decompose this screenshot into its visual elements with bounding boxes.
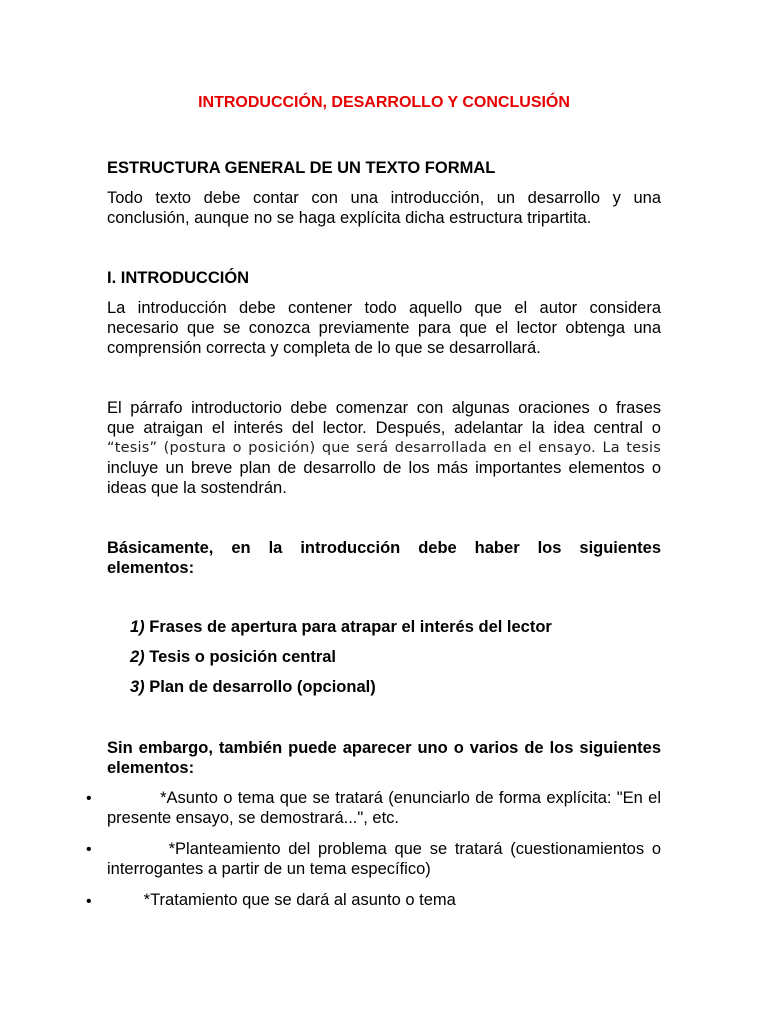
bullet-icon: •: [86, 841, 92, 858]
list-item-text: Tesis o posición central: [144, 648, 337, 666]
list-item-text: Frases de apertura para atrapar el interés del lector: [144, 618, 552, 636]
paragraph-introduction-1: [107, 298, 661, 358]
paragraph-structure: [107, 188, 661, 228]
paragraph-line: elementos:: [107, 759, 195, 777]
paragraph-however: [107, 738, 661, 778]
list-number: 2): [130, 648, 145, 666]
paragraph-line: que atraigan el interés del lector. Después, adelantar la idea central o: [107, 419, 661, 437]
bullet-icon: •: [86, 893, 92, 910]
list-item-text: Plan de desarrollo (opcional): [144, 678, 376, 696]
bullet-line: *Planteamiento del problema que se tratará (cuestionamientos o: [107, 840, 661, 858]
document-title: INTRODUCCIÓN, DESARROLLO Y CONCLUSIÓN: [198, 94, 570, 111]
section-heading-structure: ESTRUCTURA GENERAL DE UN TEXTO FORMAL: [107, 159, 496, 177]
list-item-thesis: [130, 647, 336, 667]
paragraph-line-thesis: “tesis” (postura o posición) que será desarrollada en el ensayo. La tesis: [107, 440, 661, 456]
bullet-item-problem: [107, 839, 661, 879]
paragraph-line: Básicamente, en la introducción debe haber los siguientes: [107, 539, 661, 557]
list-item-opening-phrases: [130, 617, 552, 637]
paragraph-line: conclusión, aunque no se haga explícita dicha estructura tripartita.: [107, 209, 592, 227]
paragraph-line: Todo texto debe contar con una introducción, un desarrollo y una: [107, 189, 661, 207]
bullet-item-treatment: [107, 890, 661, 910]
paragraph-introduction-2: [107, 398, 661, 498]
bullet-line: *Asunto o tema que se tratará (enunciarlo de forma explícita: "En el: [107, 789, 661, 807]
bullet-icon: •: [86, 790, 92, 807]
paragraph-line: incluye un breve plan de desarrollo de los más importantes elementos o: [107, 459, 661, 477]
paragraph-line: La introducción debe contener todo aquello que el autor considera: [107, 299, 661, 317]
bullet-line: presente ensayo, se demostrará...", etc.: [107, 809, 400, 827]
section-heading-introduction: I. INTRODUCCIÓN: [107, 269, 250, 287]
paragraph-line: comprensión correcta y completa de lo que se desarrollará.: [107, 339, 541, 357]
bullet-line: interrogantes a partir de un tema específico): [107, 860, 431, 878]
list-item-plan: [130, 677, 376, 697]
bullet-item-topic: [107, 788, 661, 828]
paragraph-line: elementos:: [107, 559, 195, 577]
paragraph-line: El párrafo introductorio debe comenzar con algunas oraciones o frases: [107, 399, 661, 417]
paragraph-line: ideas que la sostendrán.: [107, 479, 287, 497]
list-number: 1): [130, 618, 145, 636]
paragraph-line: necesario que se conozca previamente para que el lector obtenga una: [107, 319, 661, 337]
list-number: 3): [130, 678, 145, 696]
paragraph-line: Sin embargo, también puede aparecer uno o varios de los siguientes: [107, 739, 661, 757]
paragraph-basically: [107, 538, 661, 578]
bullet-line: *Tratamiento que se dará al asunto o tema: [107, 891, 456, 909]
